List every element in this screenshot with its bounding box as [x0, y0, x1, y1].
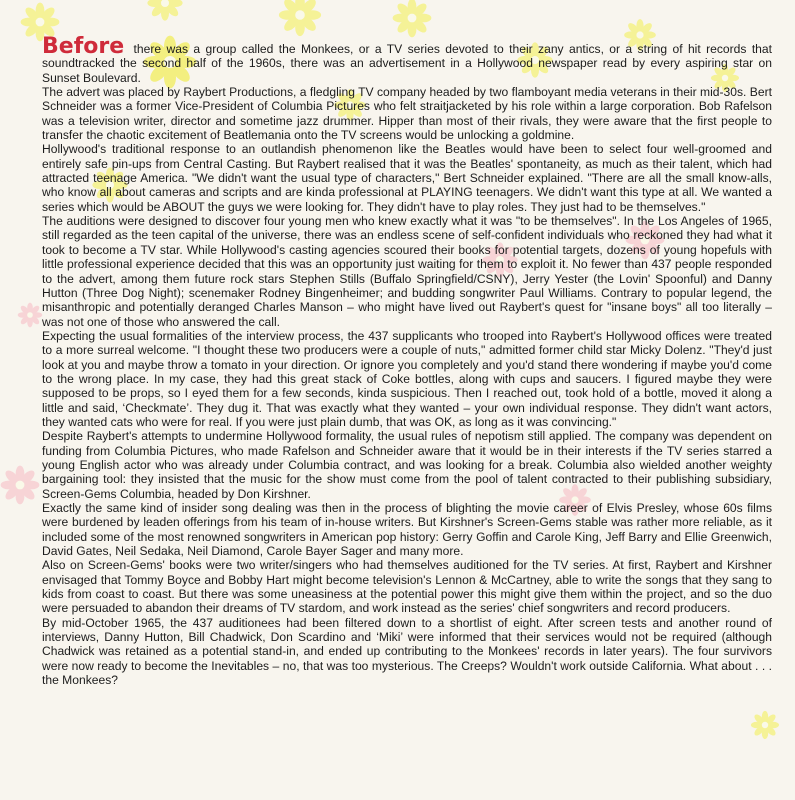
lead-word: Before: [42, 34, 125, 59]
article-body: [42, 34, 772, 688]
flower-icon: [390, 0, 434, 40]
flower-icon: [749, 709, 781, 741]
paragraph-1: [42, 34, 772, 85]
paragraph-5: Expecting the usual formalities of the interview process, the 437 supplicants who trooped into Raybert's Hollywood offices were treated to a more surreal welcome. "I thought these two producers were a couple of nuts," admitted former child star Micky Dolenz. "They'd just look at you and maybe throw a tomato in your direction. Or ignore you completely and you'd stand there wondering if maybe you'd come to the wrong place. In my case, they had this great stack of Coke bottles, along with cups and saucers. I figured maybe they were supposed to be props, so I eyed them for a few seconds, kinda suspicious. Then I reached out, took hold of a bottle, moved it along a little and said, ‘Checkmate’. They dug it. That was exactly what they wanted – your own individual response. They didn't want actors, they wanted cats who were for real. If you were just plain dumb, that was OK, as long as it was convincing.": [42, 328, 772, 429]
paragraph-4: The auditions were designed to discover four young men who knew exactly what it was "to be themselves". In the Los Angeles of 1965, still regarded as the teen capital of the universe, there was an endless scene of self-confident individuals who reckoned they had what it took to become a TV star. While Hollywood's casting agencies scoured their books for potential targets, dozens of young hopefuls with little professional experience decided that this was an opportunity just waiting for them to exploit it. No fewer than 437 people responded to the advert, among them future rock stars Stephen Stills (Buffalo Springfield/CSNY), Jerry Yester (the Lovin' Spoonful) and Danny Hutton (Three Dog Night); scenemaker Rodney Bingenheimer; and budding songwriter Paul Williams. Contrary to popular legend, the misanthropic and potentially deranged Charles Manson – who might have lived out Raybert's quest for "insane boys" all too literally – was not one of those who answered the call.: [42, 214, 772, 329]
paragraph-1-text: there was a group called the Monkees, or a TV series devoted to their zany antics, or a string of hit records that soundtracked the second half of the 1960s, there was an advertisement in a Hollywood newspaper read by every aspiring star on Sunset Boulevard.: [42, 42, 772, 85]
paragraph-8: Also on Screen-Gems' books were two writer/singers who had themselves auditioned for the TV series. At first, Raybert and Kirshner envisaged that Tommy Boyce and Bobby Hart might become television's Lennon & McCartney, able to write the songs that they sang to kids from coast to coast. But there was some uneasiness at the potential power this might give them within the project, and so the duo were persuaded to abandon their dreams of TV stardom, and work instead as the series' chief songwriters and record producers.: [42, 558, 772, 616]
flower-icon: [16, 301, 44, 329]
paragraph-6: Despite Raybert's attempts to undermine Hollywood formality, the usual rules of nepotism still applied. The company was dependent on funding from Columbia Pictures, who made Rafelson and Schneider aware that it would be in their interests if the TV series starred a young English actor who was already under Columbia contract, and was looking for a break. Columbia also wielded another weighty bargaining tool: they insisted that the music for the show must come from the pool of talent contracted to their publishing subsidiary, Screen-Gems Columbia, headed by Don Kirshner.: [42, 429, 772, 501]
flower-icon: [145, 0, 185, 23]
flower-icon: [0, 463, 42, 507]
flower-icon: [276, 0, 324, 39]
paragraph-7: Exactly the same kind of insider song dealing was then in the process of blighting the movie career of Elvis Presley, whose 60s films were burdened by leaden offerings from his team of in-house writers. But Kirshner's Screen-Gems stable was rather more reliable, as it included some of the most renowned songwriters in American pop history: Gerry Goffin and Carole King, Jeff Barry and Ellie Greenwich, David Gates, Neil Sedaka, Neil Diamond, Carole Bayer Sager and many more.: [42, 501, 772, 559]
paragraph-3: Hollywood's traditional response to an outlandish phenomenon like the Beatles would have been to select four well-groomed and entirely safe pin-ups from Central Casting. But Raybert realised that it was the Beatles' spontaneity, as much as their talent, which had attracted teenage America. "We didn't want the usual type of characters," Bert Schneider explained. "There are all the small know-alls, who know all about cameras and scripts and are kinda professional at PLAYING teenagers. We didn't want this type at all. We wanted a series which would be ABOUT the guys we were looking for. They didn't have to play roles. They just had to be themselves.": [42, 142, 772, 214]
paragraph-9: By mid-October 1965, the 437 auditionees had been filtered down to a shortlist of eight. After screen tests and another round of interviews, Danny Hutton, Bill Chadwick, Don Scardino and ‘Miki’ were informed that their services would not be required (although Chadwick was retained as a potential stand-in, and ended up contributing to the Monkees' records in later years). The four survivors were now ready to become the Inevitables – no, that was too mysterious. The Creeps? Wouldn't work outside California. What about . . . the Monkees?: [42, 615, 772, 688]
paragraph-2: The advert was placed by Raybert Productions, a fledgling TV company headed by two flamboyant media veterans in their mid-30s. Bert Schneider was a former Vice-President of Columbia Pictures who felt straitjacketed by his role within a large corporation. Bob Rafelson was a television writer, director and sometime jazz drummer. Hipper than most of their rivals, they were aware that the first people to transfer the chaotic excitement of Beatlemania onto the TV screens would be unlocking a goldmine.: [42, 85, 772, 143]
